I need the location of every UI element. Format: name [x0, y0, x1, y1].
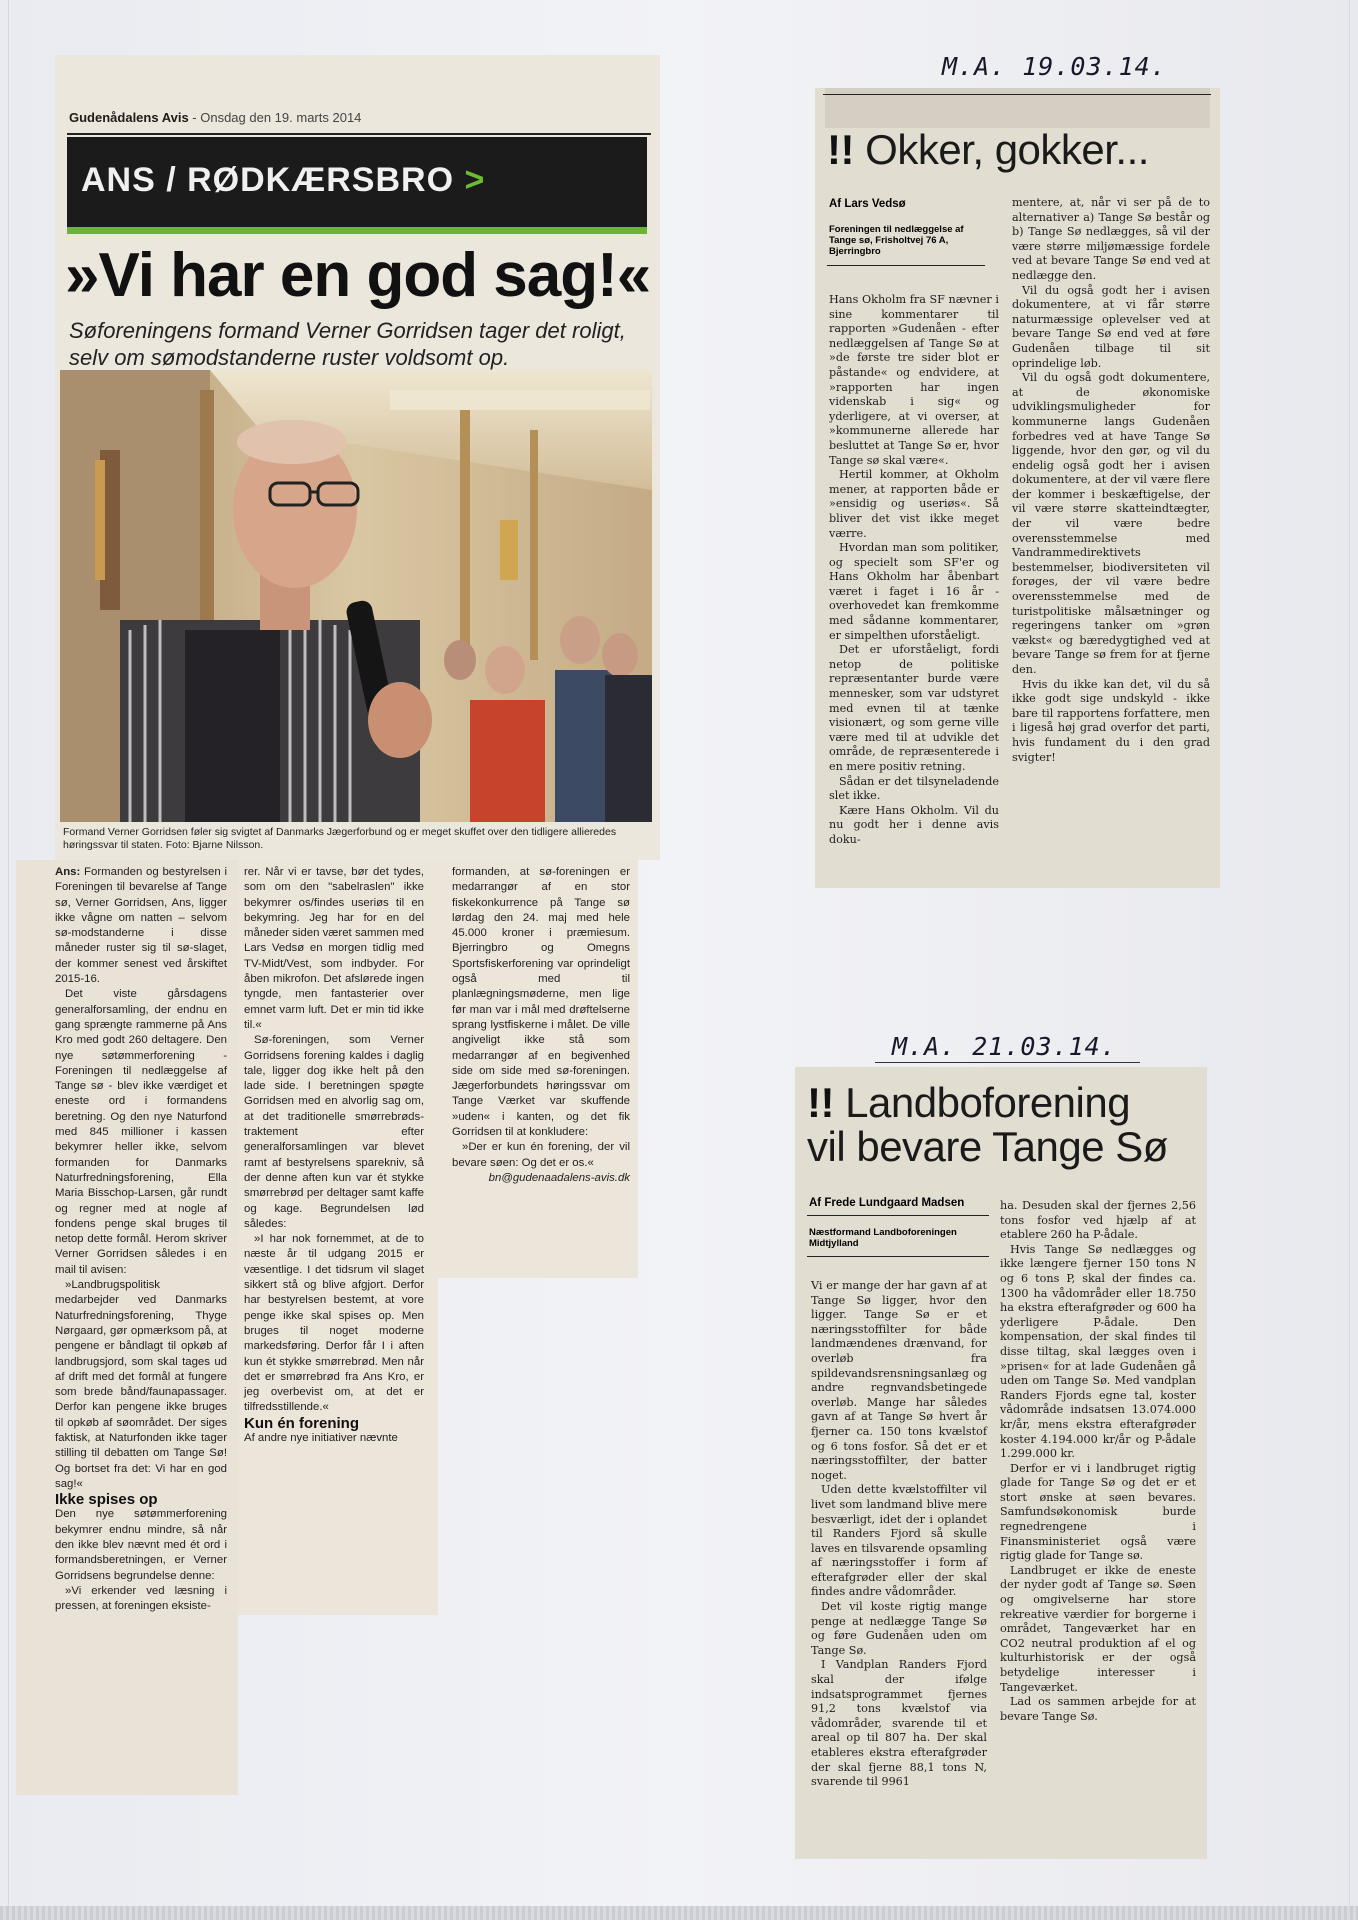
byline: Af Lars Vedsø — [829, 198, 906, 210]
photo-illustration — [60, 370, 652, 822]
landbo-column-2 — [1000, 1199, 1196, 1724]
paragraph: Vil du også godt dokumentere, at de økonomiske udviklingsmuligheder for kommunerne langs Gudenåen forbedres ved at have Tange Sø liggende, hvor den gør, og vil du endelig også godt her i avisen dokumentere, at der vil være flere der kommer i beskæftigelse, der vil være større skatteindtægter, der vil være bedre overensstemmelse med Vandrammedirektivets bestemmelser, biodiversiteten vil forøges, der vil være bedre overensstemmelse med de turistpolitiske målsætninger og regeringens tanker om »grøn vækst« og bæredygtighed ved at bevare Tange sø frem for at fjerne den. — [1012, 371, 1210, 676]
clipping-okker-gokker — [815, 88, 1220, 888]
paragraph: rer. Når vi er tavse, bør det tydes, som om den "sabelraslen" ikke bekymrer os/findes useriøs til en bekymring. Jeg har for en del måneder siden været sammen med Lars Vedsø en morgen tidlig med TV-Midt/Vest, som indbyder. For åben mikrofon. Det afslørede ingen tyngde, men fantasterier over emnet varm luft. Det er min tid ikke til.« — [244, 866, 424, 1031]
paragraph: Hvis Tange Sø nedlægges og ikke længere fjerner 150 tons N og 6 tons P, skal der findes ca. 1300 ha vådområder eller 18.750 ha ekstra efterafgrøder og 600 ha yderligere P-ådale. Den kompensation, der skal findes til disse tiltag, skal lægges oven i »prisen« for at lade Gudenåen gå uden om Tange Sø. Med vandplan Randers Fjords egne tal, koster vådområde indsatsen 13.074.000 kr/år, mens ekstra efterafgrøder koster 4.194.000 kr/år og P-ådale 1.299.000 kr. — [1000, 1242, 1196, 1461]
paragraph: »I har nok fornemmet, at de to næste år til udgang 2015 er væsentlige. I det tidsrum vil slaget sikkert stå og blive afgjort. Derfor har bestyrelsen bestemt, at vore penge ikke skal spises op. Men bruges til noget moderne markedsføring. Derfor får I i aften kun ét stykke smørrebrød. Men når det er smørrebrød fra Ans Kro, er jeg overbevist om, at det er tilfredsstillende.« — [244, 1233, 424, 1414]
masthead-rule — [67, 133, 651, 135]
dateline-lead: Ans: — [55, 866, 81, 878]
main-column-1 — [55, 865, 227, 1615]
section-name: ANS / RØDKÆRSBRO — [81, 161, 455, 199]
main-column-2 — [244, 865, 424, 1446]
top-rule — [823, 94, 1211, 95]
paragraph: »Der er kun én forening, der vil bevare søen: Og det er os.« — [452, 1141, 630, 1169]
paragraph: formanden, at sø-foreningen er medarrangør af en stor fiskekonkurrence på Tange sø lørdag den 24. maj med hele 45.000 kroner i præmiesum. Bjerringbro og Omegns Sportsfiskerforening var oprindeligt også med til planlægningsmøderne, men lige før man var i mål med drøftelserne sprang lystfiskerne i målet. De ville angiveligt ikke stå som medarrangør af en begivenhed side om side med sø-foreningen. Jægerforbundets høringssvar om Tange Værket var skuffende »uden« i kanten, og det fik Gorridsen til at konkludere: — [452, 866, 630, 1139]
paragraph: Sådan er det tilsyneladende slet ikke. — [829, 774, 999, 803]
okker-column-2 — [1012, 196, 1210, 765]
byline-rule-2 — [807, 1256, 989, 1257]
paragraph: I Vandplan Randers Fjord skal der ifølge indsatsprogrammet fjernes 91,2 tons kvælstof via vådområder, svarende til et areal op til 807 ha. Der skal etableres ekstra efterafgrøder der skal fjerne 88,1 tons N, svarende til 9961 — [811, 1658, 987, 1789]
paragraph: Af andre nye initiativer nævnte — [244, 1431, 398, 1444]
article-title-text: Okker, gokker... — [865, 126, 1149, 173]
paragraph: Vil du også godt her i avisen dokumentere, at vi får større naturmæssige oplevelser ved at bevare Tange Sø end ved at føre Gudenåen tilbage til sit oprindelige løb. — [1012, 283, 1210, 370]
paragraph: Den nye søtømmerforening bekymrer endnu mindre, så når den ikke blev nævnt med ét ord i formandsberetningen, er Verner Gorridsens begrundelse denne: — [55, 1508, 227, 1582]
paragraph: Det er uforståeligt, fordi netop de politiske repræsentanter burde være mennesker, som var udstyret med evnen til at tænke visionært, og som gerne ville være med til at udvikle det område, de repræsenterede i en mere positiv retning. — [829, 643, 999, 773]
handwritten-underline — [875, 1062, 1140, 1063]
author-affiliation: Næstformand Landboforeningen Midtjylland — [809, 1227, 957, 1249]
article-photo — [60, 370, 652, 822]
handwritten-date-2: M.A. 21.03.14. — [892, 1032, 1117, 1061]
handwritten-date-1: M.A. 19.03.14. — [942, 52, 1167, 81]
paragraph: Kære Hans Okholm. Vil du nu godt her i denne avis doku- — [829, 803, 999, 846]
article-title-line-1: Landboforening — [845, 1079, 1131, 1126]
paper-name: Gudenådalens Avis — [69, 110, 189, 125]
paragraph: Uden dette kvælstoffilter vil livet som landmand blive mere besværligt, idet der i oplandet til Randers Fjord så skulle laves en tilsvarende opsamling af næringsstoffer i form af efterafgrøder eller der skal findes andre vådområder. — [811, 1483, 987, 1599]
byline-rule — [807, 1215, 989, 1216]
paragraph: Det vil koste rigtig mange penge at nedlægge Tange Sø og føre Gudenåen uden om Tange Sø. — [811, 1600, 987, 1657]
paragraph: mentere, at, når vi ser på de to alternativer a) Tange Sø består og b) Tange Sø nedlægges, så vil der være større miljømæssige fordele ved at bevare Tange Sø end ved at nedlægge den. — [1012, 196, 1210, 282]
paragraph: Derfor er vi i landbruget rigtig glade for Tange Sø og det er et stort ønske at søen bevares. Samfundsøkonomisk burde regnedrengene i Finansministeriet også være rigtig glade for Tange sø. — [1000, 1461, 1196, 1563]
paragraph: »Vi erkender ved læsning i pressen, at foreningen eksiste- — [55, 1584, 227, 1613]
author-affiliation: Foreningen til nedlæggelse af Tange sø, Frisholtvej 76 A, Bjerringbro — [829, 224, 964, 257]
clipping-landboforening — [795, 1067, 1207, 1859]
paragraph: Hvordan man som politiker, og specielt som SF'er og Hans Okholm har åbenbart været i faget i 16 år - overhovedet kan fremkomme med sådanne kommentarer, er simpelthen uforståeligt. — [829, 541, 999, 642]
paragraph-text: Formanden og bestyrelsen i Foreningen til bevarelse af Tange sø, Verner Gorridsen, Ans, ligger ikke vågne om natten – selvom sø-modstanderne i disse måneder ruster sig til sø-slaget, der kommer senest ved årskiftet 2015-16. — [55, 866, 227, 986]
paragraph: ha. Desuden skal der fjernes 2,56 tons fosfor ved hjælp af at etablere 260 ha P-ådale. — [1000, 1199, 1196, 1242]
author-email: bn@gudenaadalens-avis.dk — [488, 1171, 630, 1184]
subheading: Kun én forening — [244, 1414, 359, 1432]
dateline: - Onsdag den 19. marts 2014 — [188, 110, 362, 125]
paragraph: Sø-foreningen, som Verner Gorridsens forening kaldes i daglig tale, ligger dog ikke helt på den lade side. I beretningen spøgte Gorridsen med en alvorlig sag om, at det traditionelle smørrebrøds-traktement efter generalforsamlingen var blevet ramt af bestyrelsens sparekniv, så der denne aften kun var ét stykke smørrebrød per deltager samt kaffe og kage. Begrundelsen lød således: — [244, 1034, 424, 1230]
paragraph: Det viste gårsdagens generalforsamling, der endnu en gang sprængte rammerne på Ans Kro med godt 260 deltagere. Den nye søtømmerforening - Foreningen til nedlæggelse af Tange sø - blev ikke værdiget et eneste ord i formandens beretning. Og den nye Naturfond med 845 millioner i kassen bekymrer heller ikke, selvom formanden for Danmarks Naturfredningsforening, Ella Maria Bisschop-Larsen, går rundt og regner med at nogle af fondens penge skal bruges til netop dette formål. Herom skriver Verner Gorridsen således i en mail til avisen: — [55, 988, 227, 1276]
section-arrow-icon: > — [464, 161, 486, 199]
paragraph — [55, 865, 227, 987]
deck: Søforeningens formand Verner Gorridsen tager det roligt, selv om sømodstanderne ruster voldsomt op. — [69, 318, 626, 370]
headline: »Vi har en god sag!« — [65, 241, 651, 310]
byline-rule — [827, 265, 985, 266]
landbo-column-1 — [811, 1279, 987, 1790]
photo-caption: Formand Verner Gorridsen føler sig svigtet af Danmarks Jægerforbund og er meget skuffet over den tidligere allieredes høringssvar til staten. Foto: Bjarne Nilsson. — [63, 826, 617, 851]
paragraph: »Landbrugspolitisk medarbejder ved Danmarks Naturfredningsforening, Thyge Nørgaard, gør opmærksom på, at pengene er båndlagt til opkøb af landbrugsjord, som skal tages ud af drift med det formål at fungere som brede bånd/faunapassager. Derfor kan pengene ikke bruges til opkøb af søområdet. Der siges faktisk, at Naturfonden ikke tager stilling til debatten om Tange Sø! Og bortset fra det: Vi har en god sag!« — [55, 1279, 227, 1490]
subheading: Ikke spises op — [55, 1491, 158, 1509]
main-column-3 — [452, 865, 630, 1186]
masthead — [69, 110, 649, 125]
paragraph: Hans Okholm fra SF nævner i sine kommentarer til rapporten »Gudenåen - efter nedlæggelsen af Tange Sø at »de første tre sider blot er påstande« og endvidere, at »rapporten har ingen videnskab i sig« og yderligere, at vi overser, at »kommunerne allerede har besluttet at Tange Sø er, hvor Tange sø skal være«. — [829, 293, 999, 467]
paragraph: Lad os sammen arbejde for at bevare Tange Sø. — [1000, 1695, 1196, 1723]
paragraph: Hvis du ikke kan det, vil du så ikke godt sige undskyld - ikke bare til rapportens forfattere, men i ligeså høj grad overfor det parti, hvis fundament du i den grad svigter! — [1012, 677, 1210, 764]
section-label — [81, 161, 485, 200]
main-clipping-top — [55, 55, 660, 860]
paragraph: Landbruget er ikke de eneste der nyder godt af Tange sø. Søen og omgivelserne har store rekreative værdier for borgerne i området, Tangeværket har en CO2 neutral produktion af el og kulturhistorisk er der også betydelige interesser i Tangeværket. — [1000, 1563, 1196, 1694]
okker-column-1 — [829, 293, 999, 848]
binder-edge — [0, 1906, 1358, 1920]
exclamation-icon: !! — [807, 1079, 834, 1126]
section-bar-accent — [67, 227, 647, 234]
paragraph: Hertil kommer, at Okholm mener, at rapporten både er »ensidig og useriøs«. Så bliver det vist ikke meget værre. — [829, 468, 999, 540]
paragraph: Vi er mange der har gavn af at Tange Sø ligger, hvor den ligger. Tange Sø er et næringsstoffilter for både landmændenes drænvand, for overløb fra spildevandsrensningsanlæg og andre regnvandsbetingede overløb. Mange har således gavn af at Tange Sø hvert år fjerner ca. 150 tons kvælstof og 6 tons fosfor. Så det er et næringsstoffilter, der batter noget. — [811, 1279, 987, 1482]
article-title-line-2: vil bevare Tange Sø — [807, 1123, 1168, 1170]
byline: Af Frede Lundgaard Madsen — [809, 1197, 965, 1209]
article-title — [807, 1081, 1168, 1169]
section-bar — [67, 137, 647, 227]
article-title — [827, 128, 1149, 172]
exclamation-icon: !! — [827, 126, 854, 173]
